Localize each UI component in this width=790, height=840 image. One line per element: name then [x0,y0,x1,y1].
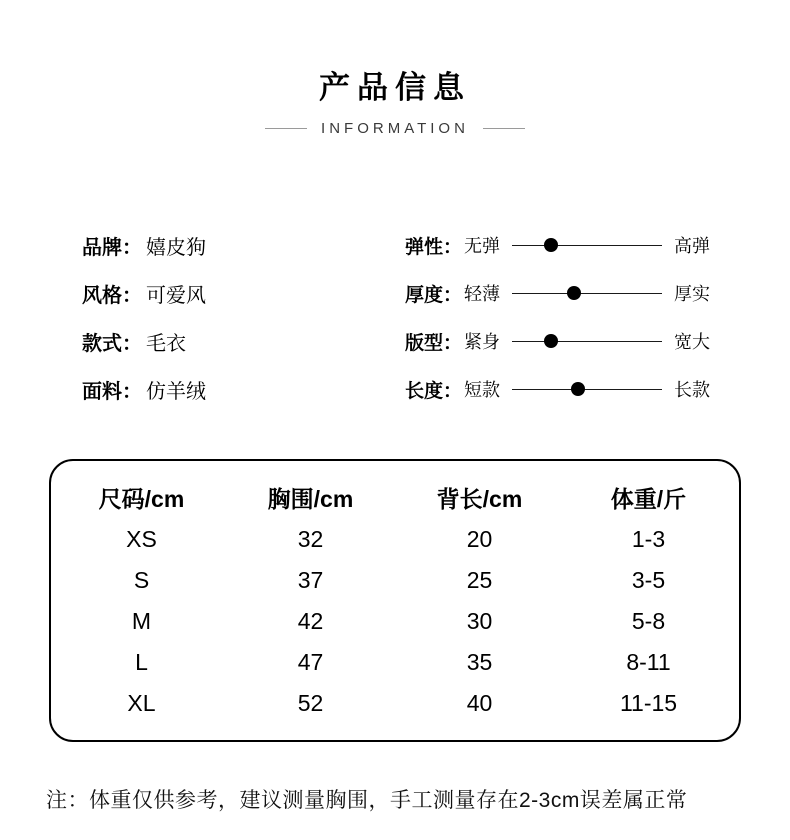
subtitle-line-right [483,128,525,129]
size-chart-table [57,475,733,724]
slider-row-elasticity [405,221,710,269]
attribute-label: 风格： [82,284,142,307]
header [0,0,790,137]
slider-dot [544,238,558,252]
slider-max-label: 宽大 [674,332,710,352]
slider-track [512,293,662,294]
column-header-size: 尺码/cm [98,485,185,512]
page-subtitle: INFORMATION [321,120,469,137]
cell-chest: 32 [297,526,324,552]
cell-weight: 3-5 [631,567,666,593]
slider-row-length [405,365,710,413]
slider-dot [571,382,585,396]
column-header-back-length: 背长/cm [436,485,523,512]
attribute-row-fabric [82,365,206,413]
page-title: 产品信息 [319,70,471,105]
sliders-column [405,221,710,413]
attribute-value: 可爱风 [146,284,206,307]
slider-min-label: 轻薄 [464,284,500,304]
attribute-value: 嬉皮狗 [146,236,206,259]
cell-back-length: 35 [466,649,493,675]
slider-dot [567,286,581,300]
attribute-value: 毛衣 [146,332,186,355]
slider-label: 厚度： [404,284,462,306]
cell-chest: 37 [297,567,324,593]
slider-track [512,389,662,390]
table-row [57,642,733,683]
cell-back-length: 20 [466,526,493,552]
slider-row-fit [405,317,710,365]
cell-chest: 52 [297,690,324,716]
slider-min-label: 无弹 [464,236,500,256]
table-row [57,601,733,642]
slider-label: 长度： [404,380,462,402]
specs-section [0,221,790,413]
slider-track [512,245,662,246]
cell-weight: 1-3 [631,526,666,552]
cell-size: M [131,608,152,634]
table-row [57,560,733,601]
measurement-note: 注：体重仅供参考，建议测量胸围，手工测量存在2-3cm误差属正常 [46,789,688,812]
cell-back-length: 30 [466,608,493,634]
attribute-row-brand [82,221,206,269]
slider-row-thickness [405,269,710,317]
attribute-row-type [82,317,206,365]
slider-label: 版型： [404,332,462,354]
cell-weight: 5-8 [631,608,666,634]
attributes-column [82,221,206,413]
cell-weight: 11-15 [619,690,678,716]
table-header-row [57,475,733,519]
cell-size: XS [126,526,157,552]
table-row [57,519,733,560]
subtitle-row [0,120,790,137]
slider-dot [544,334,558,348]
attribute-label: 款式： [82,332,142,355]
attribute-label: 品牌： [82,236,142,259]
cell-size: XL [127,690,156,716]
slider-track [512,341,662,342]
cell-back-length: 40 [466,690,493,716]
slider-min-label: 紧身 [464,332,500,352]
cell-size: L [135,649,148,675]
slider-max-label: 厚实 [674,284,710,304]
table-row [57,683,733,724]
attribute-value: 仿羊绒 [146,380,206,403]
size-chart-box [49,459,741,742]
column-header-chest: 胸围/cm [267,485,354,512]
slider-max-label: 长款 [674,380,710,400]
attribute-row-style [82,269,206,317]
cell-chest: 47 [297,649,324,675]
slider-label: 弹性： [404,236,462,258]
slider-max-label: 高弹 [674,236,710,256]
slider-min-label: 短款 [464,380,500,400]
cell-weight: 8-11 [626,649,671,675]
attribute-label: 面料： [82,380,142,403]
cell-back-length: 25 [466,567,493,593]
cell-chest: 42 [297,608,324,634]
subtitle-line-left [265,128,307,129]
cell-size: S [133,567,150,593]
column-header-weight: 体重/斤 [610,485,687,512]
